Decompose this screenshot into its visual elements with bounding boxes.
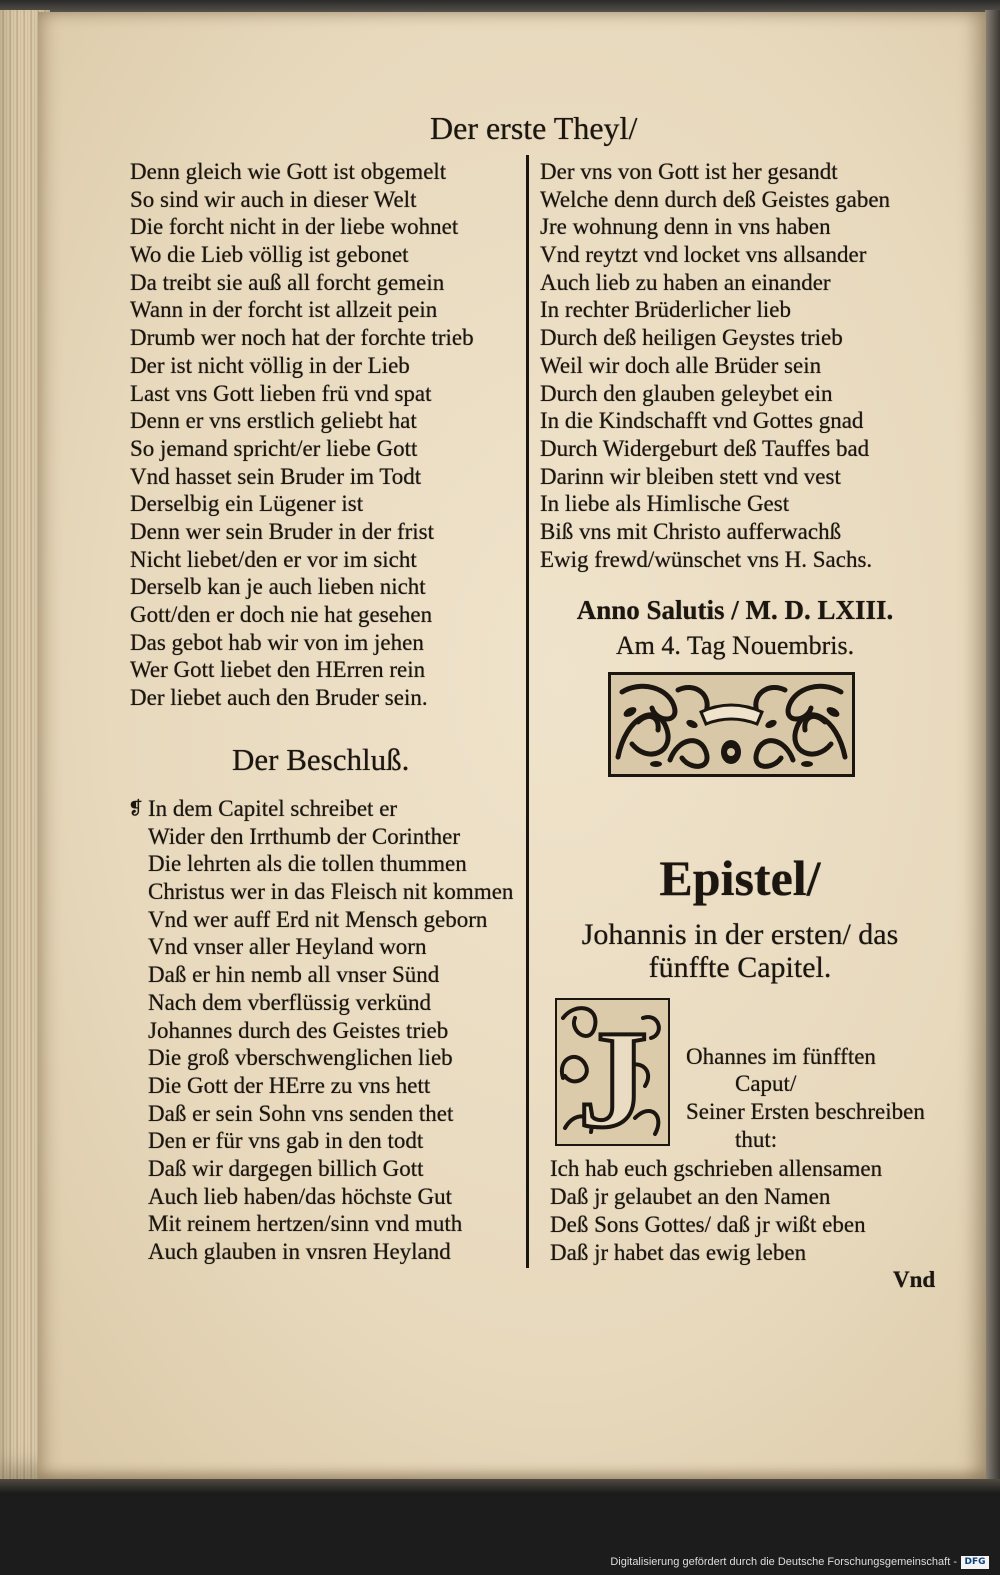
verse-line: Derselbig ein Lügener ist	[130, 491, 364, 517]
verse-line: Daß wir dargegen billich Gott	[148, 1155, 424, 1181]
paragraph-mark-icon: ❡	[128, 798, 144, 819]
verse-line: So jemand spricht/er liebe Gott	[130, 435, 418, 461]
verse-line: Vnd vnser aller Heyland worn	[148, 934, 427, 960]
verse-line: Denn gleich wie Gott ist obgemelt	[130, 159, 447, 184]
verse-line: Biß vns mit Christo aufferwachß	[540, 518, 842, 544]
verse-line: Das gebot hab wir von im jehen	[130, 629, 424, 655]
verse-line: Die groß vberschwenglichen lieb	[148, 1045, 453, 1071]
verse-line: Durch deß heiligen Geystes trieb	[540, 325, 843, 351]
verse-line: Christus wer in das Fleisch nit kommen	[148, 879, 514, 905]
dfg-logo: DFG	[961, 1556, 989, 1569]
colophon-day-line: Am 4. Tag Nouembris.	[615, 631, 855, 660]
verse-line: Die lehrten als die tollen thummen	[148, 851, 467, 877]
verse-line: Durch den glauben geleybet ein	[540, 380, 833, 406]
verse-line: Vnd reytzt vnd locket vns allsander	[540, 242, 867, 268]
scan-bottom-border	[0, 1479, 1000, 1493]
verse-line: Der ist nicht völlig in der Lieb	[130, 352, 410, 378]
verse-line: Ewig frewd/wünschet vns H. Sachs.	[540, 546, 873, 572]
verse-line: Last vns Gott lieben frü vnd spat	[130, 380, 432, 406]
epistle-title: Epistel/	[659, 850, 821, 906]
verse-line: Jre wohnung denn in vns haben	[540, 214, 831, 240]
verse-line: In rechter Brüderlicher lieb	[540, 297, 791, 323]
verse-line: Mit reinem hertzen/sinn vnd muth	[148, 1211, 463, 1237]
verse-line: Der vns von Gott ist her gesandt	[540, 159, 838, 184]
verse-line: Nicht liebet/den er vor im sicht	[130, 546, 417, 572]
verse-line: Vnd wer auff Erd nit Mensch geborn	[148, 906, 488, 932]
verse-line: Seiner Ersten beschreiben	[686, 1099, 925, 1124]
verse-line: Daß jr habet das ewig leben	[550, 1240, 807, 1265]
left-column-verses-1	[130, 158, 474, 712]
verse-line: Welche denn durch deß Geistes gaben	[540, 186, 891, 212]
right-column-verses	[540, 158, 890, 573]
epistle-subtitle-line: Johannis in der ersten/ das	[581, 918, 899, 951]
verse-line: Denn er vns erstlich geliebt hat	[130, 408, 417, 434]
scan-right-border	[985, 10, 1000, 1486]
verse-line: Nach dem vberflüssig verkünd	[148, 989, 431, 1015]
verse-line: Der liebet auch den Bruder sein.	[130, 685, 428, 711]
verse-line: Vnd hasset sein Bruder im Todt	[130, 463, 422, 489]
verse-line: Gott/den er doch nie hat gesehen	[130, 602, 433, 627]
drop-cap-initial	[555, 998, 670, 1146]
woodcut-ornament	[608, 672, 855, 777]
verse-line: Caput/	[735, 1071, 797, 1096]
verse-line: Auch lieb zu haben an einander	[540, 269, 831, 295]
verse-line: Wider den Irrthumb der Corinther	[148, 823, 461, 849]
verse-line: Auch glauben in vnsren Heyland	[148, 1239, 451, 1264]
verse-line: Daß er sein Sohn vns senden thet	[148, 1100, 454, 1126]
left-column-verses-2	[128, 795, 514, 1266]
verse-line: Daß jr gelaubet an den Namen	[550, 1184, 831, 1209]
verse-line: Durch Widergeburt deß Tauffes bad	[540, 435, 870, 461]
digitization-credit: Digitalisierung gefördert durch die Deutsche Forschungsgemeinschaft -	[610, 1556, 957, 1568]
verse-line: In dem Capitel schreibet er	[148, 796, 398, 821]
verse-line: Darinn wir bleiben stett vnd vest	[540, 463, 841, 489]
epistle-subtitle-line: fünffte Capitel.	[648, 951, 832, 984]
verse-line: Ohannes im fünfften	[686, 1044, 876, 1069]
verse-line: Derselb kan je auch lieben nicht	[130, 574, 426, 600]
verse-line: Da treibt sie auß all forcht gemein	[130, 269, 445, 295]
verse-line: Deß Sons Gottes/ daß jr wißt eben	[550, 1212, 866, 1237]
column-divider	[526, 155, 529, 1268]
verse-line: Die forcht nicht in der liebe wohnet	[130, 214, 459, 240]
section-heading: Der Beschluß.	[232, 742, 410, 777]
verse-line: Die Gott der HErre zu vns hett	[148, 1072, 431, 1098]
verse-line: So sind wir auch in dieser Welt	[130, 186, 417, 212]
verse-line: Daß er hin nemb all vnser Sünd	[148, 962, 440, 988]
verse-line: Den er für vns gab in den todt	[148, 1128, 424, 1154]
verse-line: Auch lieb haben/das höchste Gut	[148, 1183, 453, 1209]
drop-cap-letter: J	[578, 1002, 648, 1146]
verse-line: thut:	[735, 1127, 778, 1152]
verse-line: In liebe als Himlische Gest	[540, 491, 790, 517]
verse-line: Johannes durch des Geistes trieb	[148, 1017, 449, 1043]
verse-line: Ich hab euch gschrieben allensamen	[550, 1156, 883, 1181]
verse-line: Denn wer sein Bruder in der frist	[130, 518, 435, 544]
verse-line: Wer Gott liebet den HErren rein	[130, 657, 426, 683]
verse-line: Wann in der forcht ist allzeit pein	[130, 297, 438, 323]
colophon-date-line: Anno Salutis / M. D. LXIII.	[576, 595, 894, 625]
catchword: Vnd	[893, 1267, 936, 1292]
running-head: Der erste Theyl/	[430, 110, 638, 146]
verse-line: Wo die Lieb völlig ist gebonet	[130, 242, 409, 268]
verse-line: Drumb wer noch hat der forchte trieb	[130, 325, 474, 351]
verse-line: Weil wir doch alle Brüder sein	[540, 352, 822, 378]
verse-line: In die Kindschafft vnd Gottes gnad	[540, 408, 864, 434]
